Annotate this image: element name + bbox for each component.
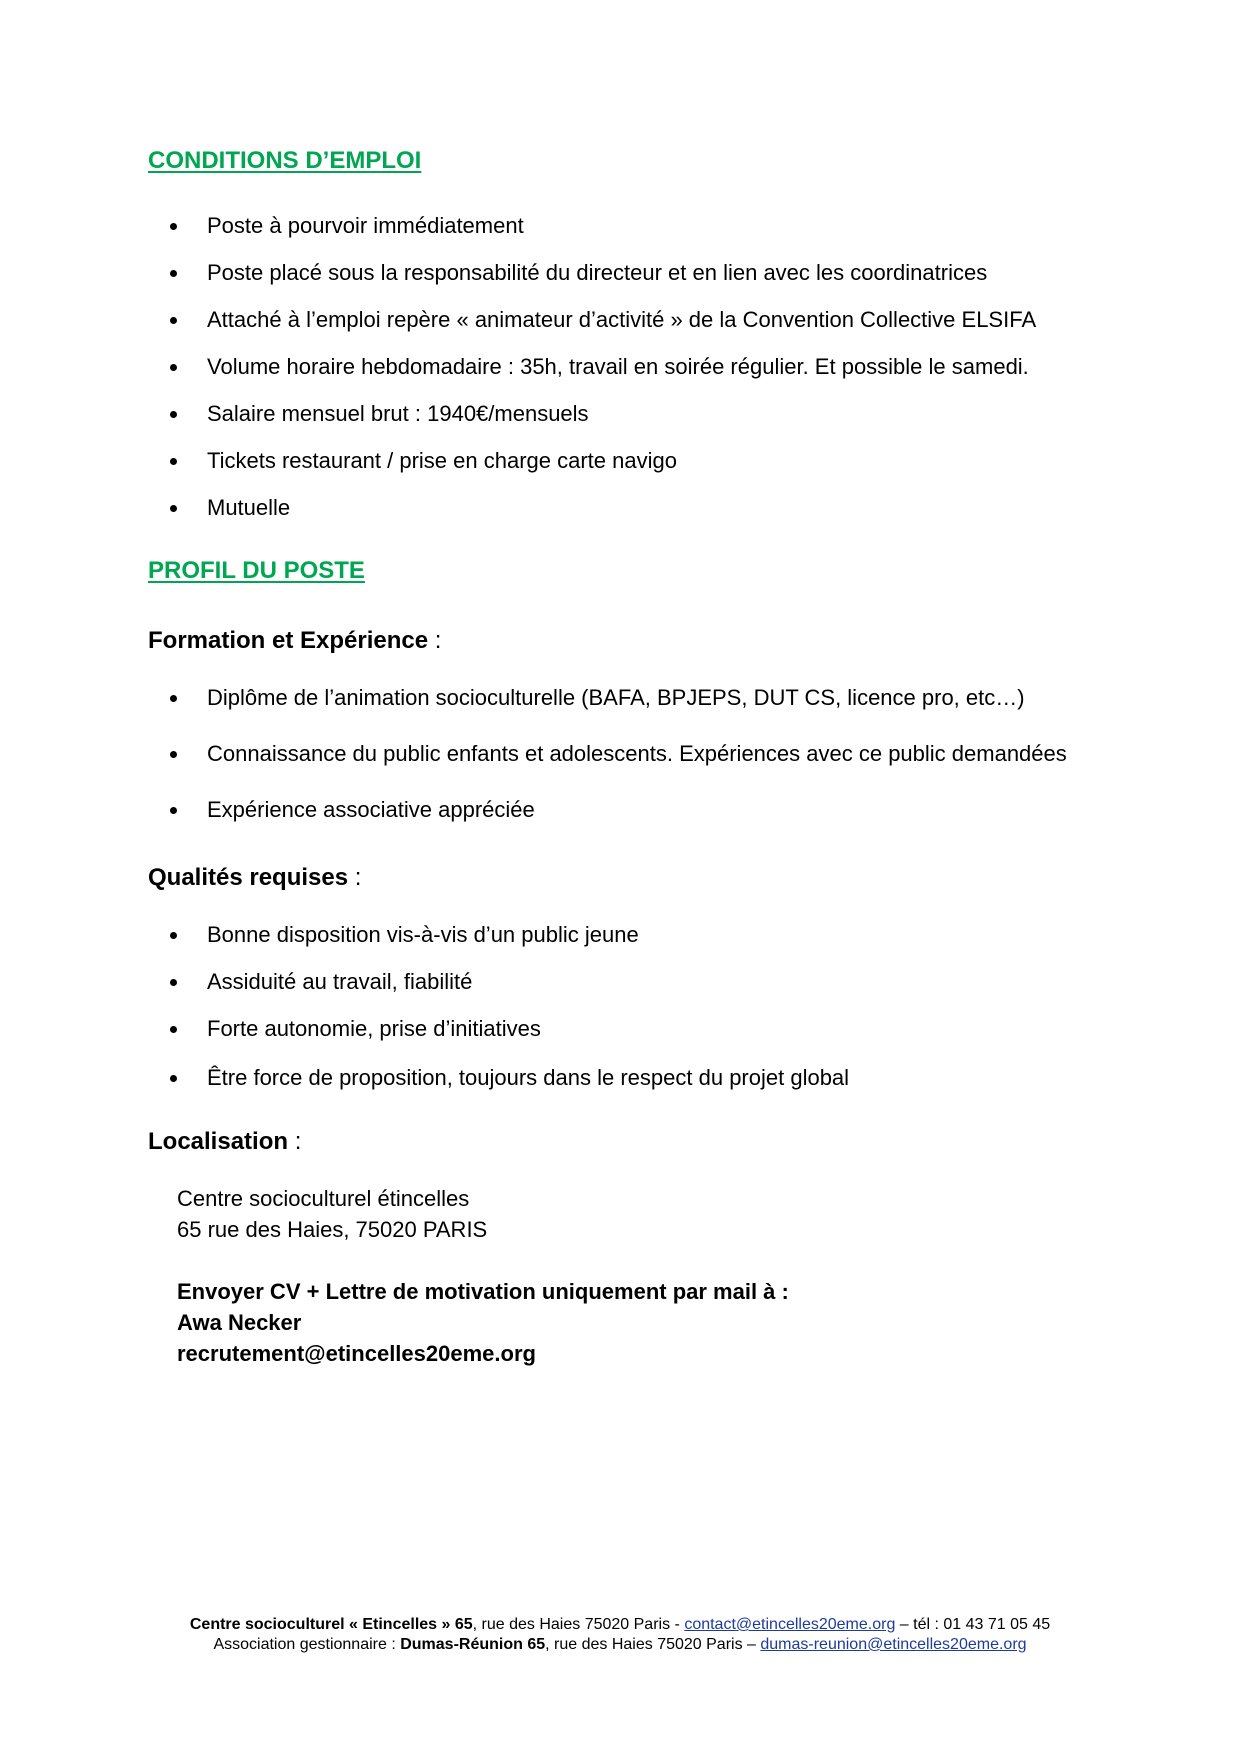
bullet-icon — [170, 979, 177, 986]
footer-contact-email-link[interactable]: contact@etincelles20eme.org — [684, 1616, 896, 1633]
bullet-icon — [170, 751, 177, 758]
bullet-icon — [170, 505, 177, 512]
bullet-icon — [170, 807, 177, 814]
footer-dumas-email-link[interactable]: dumas-reunion@etincelles20eme.org — [760, 1636, 1027, 1653]
bullet-icon — [170, 1026, 177, 1033]
contact-email: recrutement@etincelles20eme.org — [177, 1341, 536, 1366]
footer-line-2: Association gestionnaire : Dumas-Réunion 65, rue des Haies 75020 Paris – dumas-reunion@etincelles20eme.org — [213, 1636, 1027, 1653]
profil-title: PROFIL DU POSTE — [148, 557, 365, 584]
bullet-icon — [170, 364, 177, 371]
bullet-icon — [170, 695, 177, 702]
address-line-2: 65 rue des Haies, 75020 PARIS — [177, 1217, 488, 1242]
qualites-heading: Qualités requises : — [148, 864, 362, 891]
application-instructions: Envoyer CV + Lettre de motivation uniquement par mail à : — [177, 1279, 789, 1304]
bullet-icon — [170, 458, 177, 465]
bullet-icon — [170, 411, 177, 418]
bullet-icon — [170, 223, 177, 230]
contact-name: Awa Necker — [177, 1310, 302, 1335]
localisation-heading: Localisation : — [148, 1128, 302, 1155]
footer-line-1: Centre socioculturel « Etincelles » 65, rue des Haies 75020 Paris - contact@etincelles20eme.org – tél : 01 43 71 05 45 — [189, 1616, 1051, 1633]
bullet-icon — [170, 270, 177, 277]
document-page: CONDITIONS D’EMPLOI Poste à pourvoir immédiatement Poste placé sous la responsabilité du directeur et en lien avec les coordinatrices Attaché à l’emploi repère « animateur d’activité » de la Convention Collective ELSIFA Volume horaire hebdomadaire : 35h, travail en soirée régulier. Et possible le samedi. Salaire mensuel brut : 1940€/mensuels Tickets restaurant / prise en charge carte navigo Mutuelle PROFIL DU POSTE Formation et Expérience : Diplôme de l’animation socioculturelle (BAFA, BPJEPS, DUT CS, licence pro, etc…) Connaissance du public enfants et adolescents. Expériences avec ce public demandées Expérience associative appréciée Qualités requises : Bonne disposition vis-à-vis d’un public jeune Assiduité au travail, fiabilité Forte autonomie, prise d’initiatives Être force de proposition, toujours dans le respect du projet global Localisation : Centre socioculturel étincelles 65 rue des Haies, 75020 PARIS Envoyer CV + Lettre de motivation uniquement par mail à : Awa Necker recrutement@etincelles20eme.org Centre socioculturel « Etincelles » 65, rue des Haies 75020 Paris - contact@etincelles20eme.org – tél : 01 43 71 05 45 Association gestionnaire : Dumas-Réunion 65, rue des Haies 75020 Paris – dumas-reunion@etincelles20eme.org — [0, 0, 1240, 1755]
bullet-icon — [170, 932, 177, 939]
bullet-icon — [170, 1075, 177, 1082]
address-line-1: Centre socioculturel étincelles — [177, 1186, 470, 1211]
bullet-icon — [170, 317, 177, 324]
formation-heading: Formation et Expérience : — [148, 627, 442, 654]
conditions-title: CONDITIONS D’EMPLOI — [148, 147, 422, 174]
